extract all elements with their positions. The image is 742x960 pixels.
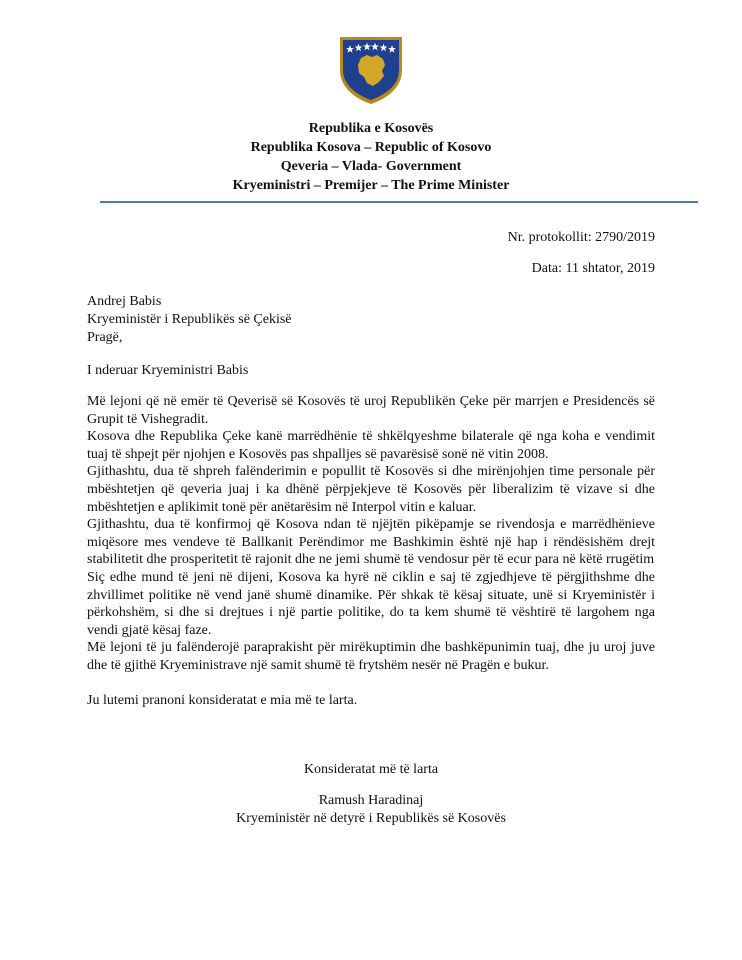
paragraph: Kosova dhe Republika Çeke kanë marrëdhënie të shkëlqyeshme bilaterale që nga koha e vendimit tuaj të shpejt për njohjen e Kosovës pas shpalljes së pavarësisë sonë në vitin 2008.	[87, 429, 655, 462]
letterhead	[0, 119, 742, 195]
signature-title: Kryeministër në detyrë i Republikës së Kosovës	[236, 811, 506, 826]
signature-name: Ramush Haradinaj	[318, 793, 424, 808]
paragraph: Gjithashtu, dua të shpreh falënderimin e popullit të Kosovës si dhe mirënjohjen time personale për mbështetjen që qeveria juaj i ka dhënë përpjekjeve të Kosovës për liberalizim të vizave si dhe mbështetjen e aplikimit tonë për anëtarësim në Interpol vitin e kaluar.	[87, 464, 655, 515]
protocol-number: Nr. protokollit: 2790/2019	[507, 230, 655, 245]
signature-regards: Konsideratat më të larta	[303, 762, 439, 777]
paragraph: Gjithashtu, dua të konfirmoj që Kosova ndan të njëjtën pikëpamje se rivendosja e marrëdhënieve miqësore mes vendeve të Ballkanit Perëndimor me Bashkimin është një hap i rëndësishëm drejt stabilitetit dhe prosperitetit të rajonit dhe ne jemi shumë të vendosur për të ecur para në këtë rrugëtim	[87, 517, 655, 568]
recipient-block	[87, 293, 292, 347]
header-line-3: Qeveria – Vlada- Government	[280, 159, 462, 174]
letter-body	[87, 393, 655, 675]
closing-line: Ju lutemi pranoni konsideratat e mia më te larta.	[87, 693, 358, 708]
coat-of-arms-emblem	[337, 34, 405, 106]
header-divider	[100, 201, 698, 203]
recipient-name: Andrej Babis	[87, 294, 162, 309]
letter-date: Data: 11 shtator, 2019	[531, 261, 655, 276]
header-line-2: Republika Kosova – Republic of Kosovo	[250, 140, 492, 155]
header-line-4: Kryeministri – Premijer – The Prime Minister	[232, 178, 510, 193]
recipient-city: Pragë,	[87, 330, 123, 345]
salutation: I nderuar Kryeministri Babis	[87, 363, 249, 378]
header-line-1: Republika e Kosovës	[308, 121, 434, 136]
paragraph: Siç edhe mund të jeni në dijeni, Kosova ka hyrë në ciklin e saj të zgjedhjeve të përgjithshme dhe zhvillimet politike në vend janë shumë dinamike. Për shkak të kësaj situate, unë si Kryeministër i përkohshëm, si dhe si drejtues i një partie politike, do ta kem shumë të vështirë të largohem nga vendi gjatë kësaj faze.	[87, 569, 655, 638]
paragraph: Më lejoni që në emër të Qeverisë së Kosovës të uroj Republikën Çeke për marrjen e Presidencës së Grupit të Vishegradit.	[87, 394, 655, 427]
coat-of-arms-icon	[337, 34, 405, 106]
recipient-title: Kryeministër i Republikës së Çekisë	[87, 312, 292, 327]
paragraph: Më lejoni të ju falënderojë paraprakisht për mirëkuptimin dhe bashkëpunimin tuaj, dhe ju uroj juve dhe të gjithë Kryeministrave një samit shumë të frytshëm nesër në Pragën e bukur.	[87, 640, 655, 673]
